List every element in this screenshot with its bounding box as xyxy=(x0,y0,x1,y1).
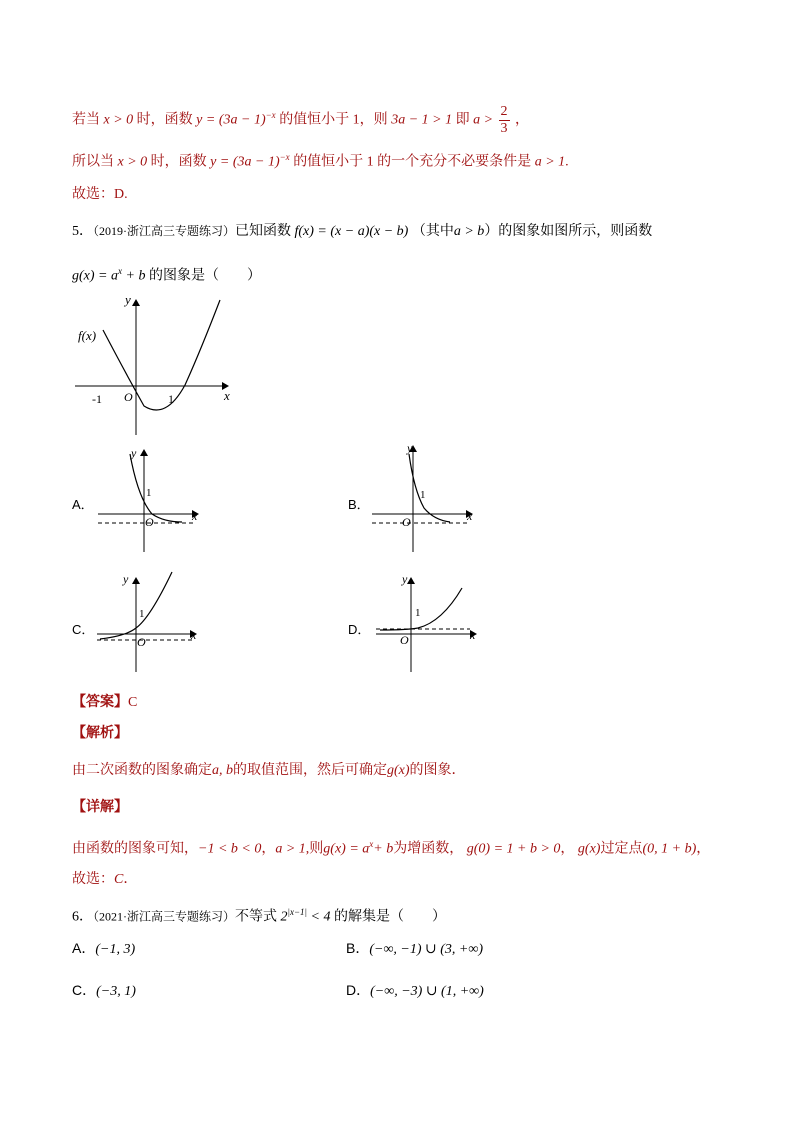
detail-label: 【详解】 xyxy=(72,800,128,815)
origin-label: O xyxy=(400,633,409,647)
origin-label: O xyxy=(402,515,411,529)
analysis-line xyxy=(72,761,466,781)
math-exponent: |x−1| xyxy=(287,907,308,917)
text: . xyxy=(565,154,569,170)
question-source: （2019·浙江高三专题练习） xyxy=(93,224,235,238)
option-d-graph[interactable] xyxy=(370,566,490,678)
option-b-label[interactable]: B． xyxy=(348,497,370,512)
math-exponent: x xyxy=(118,266,122,276)
math-inequality: a > 1 xyxy=(275,841,306,857)
math-function: g(x) = a xyxy=(72,268,118,284)
origin-label: O xyxy=(145,515,154,529)
math-inequality: 3a − 1 > 1 xyxy=(391,112,453,128)
detail-line xyxy=(72,834,710,860)
option-c-text[interactable] xyxy=(72,980,136,1002)
math-function: y = (3a − 1) xyxy=(210,154,280,170)
math-function: g(x) xyxy=(577,841,601,857)
choose-line-2 xyxy=(72,870,137,890)
text: 的图象是（ ） xyxy=(148,268,261,284)
text: 的值恒小于 1 的一个充分不必要条件是 xyxy=(293,154,532,170)
math-function: g(x) xyxy=(387,763,410,778)
text: 故选： xyxy=(72,872,114,887)
y-axis-label: y xyxy=(125,292,131,307)
one-label: 1 xyxy=(146,487,152,499)
choose-line: 故选：D. xyxy=(72,187,128,202)
question-number: 6． xyxy=(72,909,93,925)
math-function: + b xyxy=(125,268,146,284)
text: ， xyxy=(515,112,530,128)
y-label: y xyxy=(131,446,137,460)
option-a-label[interactable]: A． xyxy=(72,497,94,512)
choice-value: C xyxy=(114,872,124,887)
analysis-label: 【解析】 xyxy=(72,726,128,741)
tick-1: 1 xyxy=(168,392,174,406)
math-function: g(x) = a xyxy=(323,841,370,857)
math-condition: x > 0 xyxy=(117,154,148,170)
text: 时，函数 xyxy=(136,112,193,128)
math-exponent: −x xyxy=(265,110,276,121)
text: 为增函数， xyxy=(393,841,464,857)
text: ， xyxy=(696,841,711,857)
fraction-numerator: 2 xyxy=(500,104,508,119)
text: 的取值范围，然后可确定 xyxy=(233,763,387,778)
option-value: (−∞, −3) ∪ (1, +∞) xyxy=(370,984,484,999)
one-label: 1 xyxy=(415,607,421,619)
math-point: (0, 1 + b) xyxy=(642,841,697,857)
fx-graph xyxy=(70,290,240,440)
option-value: (−3, 1) xyxy=(96,984,136,999)
text: ， xyxy=(261,841,276,857)
text: 时，函数 xyxy=(150,154,207,170)
math-base: 2 xyxy=(280,909,288,925)
one-label: 1 xyxy=(139,608,145,620)
question-number: 5． xyxy=(72,224,93,239)
math-exponent: −x xyxy=(279,152,290,162)
text: ， xyxy=(560,841,575,857)
text: 过定点 xyxy=(600,841,643,857)
x-label: x xyxy=(467,509,473,523)
math-function: + b xyxy=(373,841,394,857)
math-exponent: x xyxy=(369,839,374,849)
text: 所以当 xyxy=(72,154,114,170)
x-label: x xyxy=(470,628,476,642)
math-vars: a, b xyxy=(212,763,233,778)
answer-value: C xyxy=(128,695,138,710)
math-condition: a > b xyxy=(453,224,485,239)
x-axis-label: x xyxy=(224,388,230,403)
f-label: f(x) xyxy=(78,328,97,343)
option-value: (−∞, −1) ∪ (3, +∞) xyxy=(369,942,484,957)
option-label: B． xyxy=(346,940,370,956)
text: 即 xyxy=(455,112,470,128)
answer-line xyxy=(72,693,137,713)
option-label: A． xyxy=(72,940,96,956)
math-expression: g(0) = 1 + b > 0 xyxy=(466,841,561,857)
text: ． xyxy=(123,872,138,887)
x-label: x xyxy=(191,628,197,642)
math-inequality: −1 < b < 0 xyxy=(198,841,262,857)
question-5-line-1 xyxy=(72,221,652,242)
y-label: y xyxy=(402,572,408,586)
text: 的值恒小于 1，则 xyxy=(279,112,388,128)
option-b-graph[interactable] xyxy=(366,440,486,560)
fraction-denominator: 3 xyxy=(500,121,508,136)
text: 由函数的图象可知， xyxy=(72,841,198,857)
solution-line-2 xyxy=(72,147,569,173)
text: ,则 xyxy=(305,841,324,857)
text: （其中 xyxy=(411,224,454,239)
tick-neg1: -1 xyxy=(92,392,102,406)
option-d-text[interactable] xyxy=(346,980,484,1002)
option-value: (−1, 3) xyxy=(95,942,136,957)
y-label: y xyxy=(407,441,413,455)
option-b-text[interactable] xyxy=(346,938,483,960)
one-label: 1 xyxy=(420,489,426,501)
option-a-graph[interactable] xyxy=(92,440,212,560)
math-inequality: < 4 xyxy=(310,909,331,925)
option-c-graph[interactable] xyxy=(92,566,212,678)
math-result: a > xyxy=(473,112,494,128)
question-source: （2021·浙江高三专题练习） xyxy=(93,909,235,924)
question-6-line xyxy=(72,902,446,928)
text: 已知函数 xyxy=(235,224,291,239)
text: 的解集是（ ） xyxy=(333,909,446,925)
text: ）的图象如图所示，则函数 xyxy=(484,224,653,239)
math-result: a > 1 xyxy=(534,154,566,170)
question-5-line-2 xyxy=(72,261,261,287)
text: 不等式 xyxy=(235,909,277,925)
option-label: C． xyxy=(72,982,97,998)
option-c-label[interactable]: C． xyxy=(72,622,95,637)
text: 若当 xyxy=(72,112,100,128)
answer-label: 【答案】 xyxy=(72,695,128,710)
math-function: y = (3a − 1) xyxy=(196,112,266,128)
option-a-text[interactable] xyxy=(72,938,135,960)
x-label: x xyxy=(192,509,198,523)
math-condition: x > 0 xyxy=(103,112,134,128)
curve xyxy=(409,454,450,522)
curve xyxy=(130,454,182,522)
text: 由二次函数的图象确定 xyxy=(72,763,212,778)
fx-curve xyxy=(103,300,220,410)
option-d-label[interactable]: D． xyxy=(348,622,371,637)
origin-label: O xyxy=(124,390,133,404)
origin-label: O xyxy=(137,635,146,649)
fraction xyxy=(499,104,510,137)
y-label: y xyxy=(123,572,129,586)
solution-line-1 xyxy=(72,104,529,137)
math-function: f(x) = (x − a)(x − b) xyxy=(294,224,409,239)
curve xyxy=(380,588,462,630)
option-label: D． xyxy=(346,982,371,998)
text: 的图象． xyxy=(409,763,466,778)
